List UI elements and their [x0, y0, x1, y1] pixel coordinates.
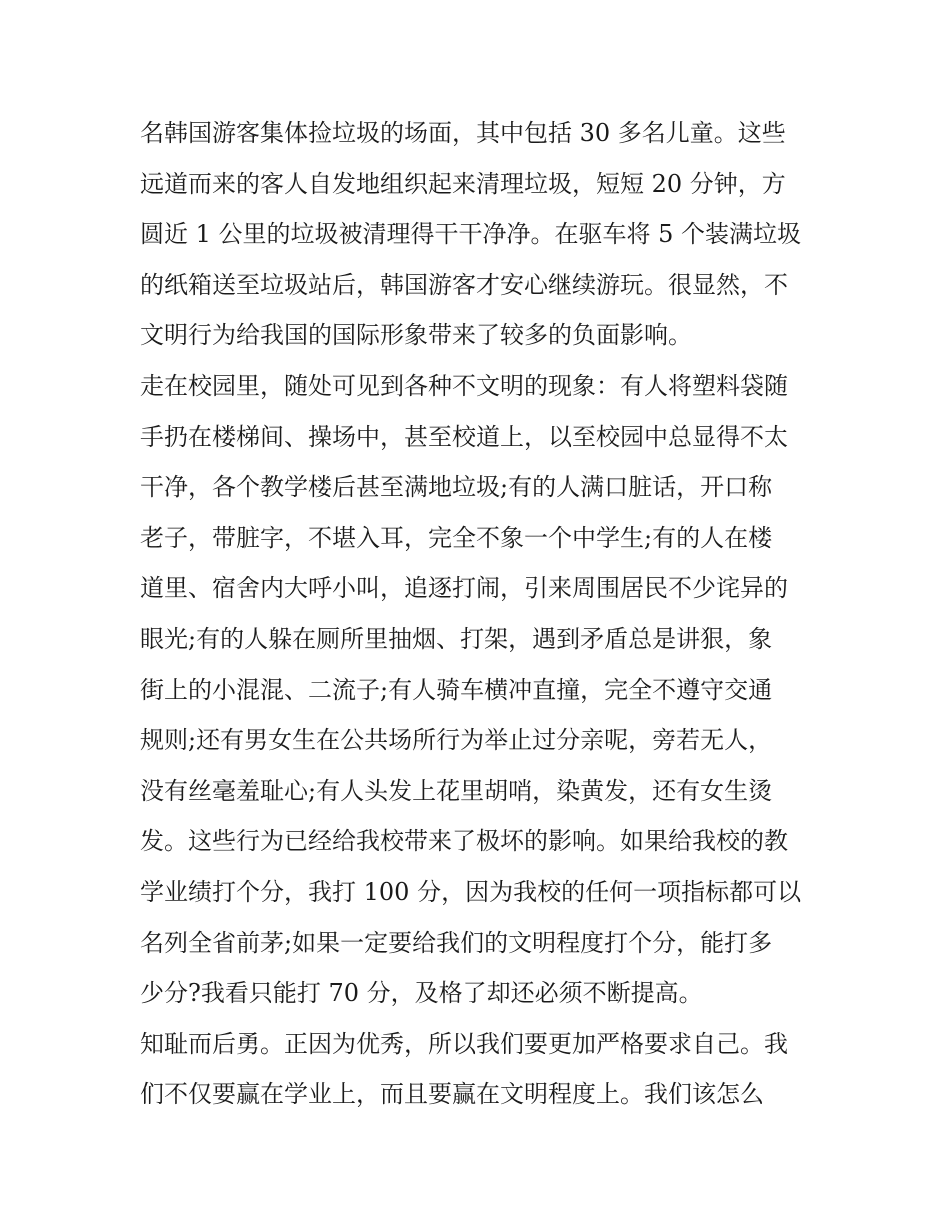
text-line: 走在校园里，随处可见到各种不文明的现象：有人将塑料袋随 [140, 371, 788, 400]
text-line: 老子，带脏字，不堪入耳，完全不象一个中学生;有的人在楼 [140, 523, 773, 552]
text-line: 规则;还有男女生在公共场所行为举止过分亲呢，旁若无人， [140, 726, 773, 755]
text-line: 眼光;有的人躲在厕所里抽烟、打架，遇到矛盾总是讲狠，象 [140, 624, 773, 653]
text-line: 道里、宿舍内大呼小叫，追逐打闹，引来周围居民不少诧异的 [140, 574, 788, 603]
text-line: 少分?我看只能打 70 分，及格了却还必须不断提高。 [140, 979, 703, 1008]
text-line: 知耻而后勇。正因为优秀，所以我们要更加严格要求自己。我 [140, 1029, 788, 1058]
text-line: 名韩国游客集体捡垃圾的场面，其中包括 30 多名儿童。这些 [140, 119, 786, 147]
text-line: 没有丝毫羞耻心;有人头发上花里胡哨，染黄发，还有女生烫 [140, 776, 773, 805]
text-line: 名列全省前茅;如果一定要给我们的文明程度打个分，能打多 [140, 928, 773, 957]
text-line: 远道而来的客人自发地组织起来清理垃圾，短短 20 分钟，方 [140, 169, 786, 198]
text-line: 学业绩打个分，我打 100 分，因为我校的任何一项指标都可以 [140, 877, 802, 906]
text-line: 干净，各个教学楼后甚至满地垃圾;有的人满口脏话，开口称 [140, 473, 773, 502]
text-line: 手扔在楼梯间、操场中，甚至校道上，以至校园中总显得不太 [140, 422, 788, 451]
body-text [140, 108, 820, 1120]
text-line: 街上的小混混、二流子;有人骑车横冲直撞，完全不遵守交通 [140, 675, 773, 704]
text-line: 们不仅要赢在学业上，而且要赢在文明程度上。我们该怎么 [140, 1080, 764, 1109]
text-line: 圆近 1 公里的垃圾被清理得干干净净。在驱车将 5 个装满垃圾 [140, 220, 802, 249]
text-line: 发。这些行为已经给我校带来了极坏的影响。如果给我校的教 [140, 827, 788, 856]
text-line: 文明行为给我国的国际形象带来了较多的负面影响。 [140, 321, 692, 350]
text-line: 的纸箱送至垃圾站后，韩国游客才安心继续游玩。很显然，不 [140, 270, 788, 299]
